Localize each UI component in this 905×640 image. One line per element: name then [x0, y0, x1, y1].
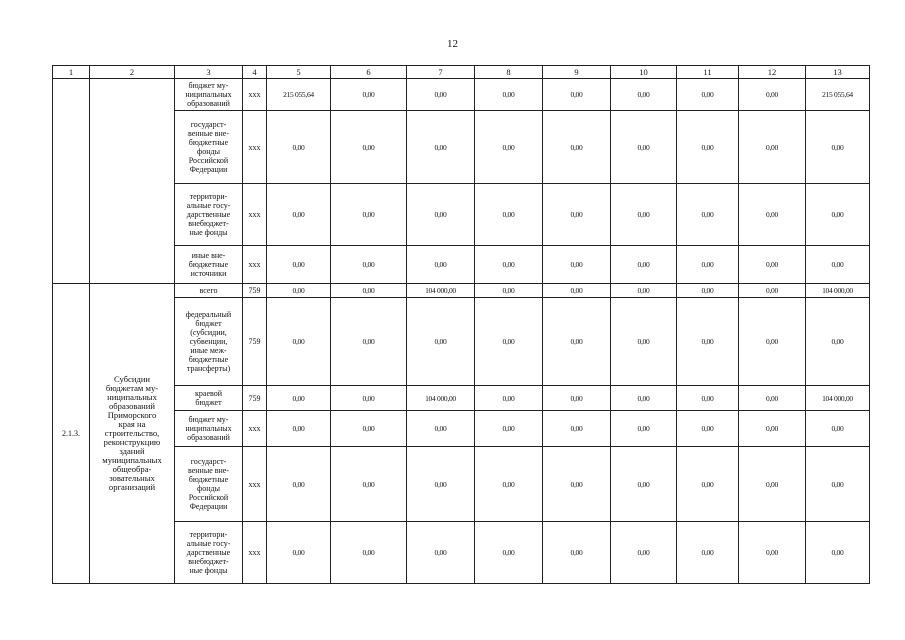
value-cell: 0,00 [611, 386, 677, 411]
value-cell: 0,00 [739, 298, 806, 386]
value-cell: 0,00 [475, 447, 543, 522]
column-header-9: 9 [543, 66, 611, 79]
funding-source-cell: всего [175, 284, 243, 298]
value-cell: 0,00 [331, 184, 407, 246]
value-cell: 0,00 [267, 284, 331, 298]
value-cell: 0,00 [611, 184, 677, 246]
value-cell: 104 000,00 [407, 284, 475, 298]
funding-source-cell: бюджет му- ниципальных образований [175, 411, 243, 447]
value-cell: 0,00 [407, 411, 475, 447]
column-header-10: 10 [611, 66, 677, 79]
value-cell: 0,00 [331, 386, 407, 411]
value-cell: 0,00 [475, 522, 543, 584]
value-cell: 0,00 [677, 447, 739, 522]
budget-code-cell: ххх [243, 184, 267, 246]
value-cell: 0,00 [407, 79, 475, 111]
table-row [53, 246, 870, 284]
column-header-6: 6 [331, 66, 407, 79]
value-cell: 0,00 [331, 246, 407, 284]
value-cell: 0,00 [677, 411, 739, 447]
value-cell: 0,00 [677, 298, 739, 386]
value-cell: 0,00 [543, 386, 611, 411]
value-cell: 0,00 [267, 298, 331, 386]
column-header-4: 4 [243, 66, 267, 79]
value-cell: 0,00 [543, 298, 611, 386]
value-cell: 0,00 [806, 447, 870, 522]
funding-source-cell: краевой бюджет [175, 386, 243, 411]
table-row [53, 298, 870, 386]
column-header-3: 3 [175, 66, 243, 79]
column-header-13: 13 [806, 66, 870, 79]
value-cell: 0,00 [677, 79, 739, 111]
funding-source-cell: бюджет му- ниципальных образований [175, 79, 243, 111]
value-cell: 0,00 [475, 184, 543, 246]
table-row [53, 111, 870, 184]
table-row [53, 411, 870, 447]
value-cell: 0,00 [407, 447, 475, 522]
value-cell: 0,00 [407, 522, 475, 584]
value-cell: 0,00 [611, 111, 677, 184]
value-cell: 0,00 [611, 79, 677, 111]
table-row [53, 386, 870, 411]
value-cell: 0,00 [543, 184, 611, 246]
value-cell: 0,00 [475, 111, 543, 184]
value-cell: 0,00 [677, 111, 739, 184]
value-cell: 104 000,00 [407, 386, 475, 411]
budget-code-cell: 759 [243, 284, 267, 298]
value-cell: 215 055,64 [806, 79, 870, 111]
value-cell: 0,00 [739, 111, 806, 184]
value-cell: 215 055,64 [267, 79, 331, 111]
value-cell: 0,00 [475, 298, 543, 386]
value-cell: 0,00 [407, 111, 475, 184]
row-name-cell [90, 79, 175, 284]
value-cell: 0,00 [407, 246, 475, 284]
column-header-2: 2 [90, 66, 175, 79]
value-cell: 0,00 [739, 522, 806, 584]
value-cell: 0,00 [267, 246, 331, 284]
value-cell: 0,00 [611, 298, 677, 386]
header-row [53, 66, 870, 79]
value-cell: 0,00 [611, 447, 677, 522]
value-cell: 0,00 [543, 411, 611, 447]
value-cell: 0,00 [475, 284, 543, 298]
value-cell: 0,00 [677, 386, 739, 411]
value-cell: 0,00 [267, 447, 331, 522]
value-cell: 104 000,00 [806, 284, 870, 298]
budget-code-cell: ххх [243, 111, 267, 184]
column-header-12: 12 [739, 66, 806, 79]
value-cell: 0,00 [475, 246, 543, 284]
value-cell: 0,00 [543, 79, 611, 111]
value-cell: 0,00 [331, 298, 407, 386]
funding-source-cell: государст- венные вне- бюджетные фонды Российской Федерации [175, 111, 243, 184]
value-cell: 0,00 [543, 111, 611, 184]
value-cell: 0,00 [267, 411, 331, 447]
value-cell: 0,00 [407, 184, 475, 246]
value-cell: 0,00 [806, 111, 870, 184]
budget-code-cell: 759 [243, 298, 267, 386]
page-number: 12 [447, 38, 458, 50]
value-cell: 0,00 [407, 298, 475, 386]
budget-code-cell: ххх [243, 411, 267, 447]
funding-source-cell: территори- альные госу- дарственные внебюджет- ные фонды [175, 184, 243, 246]
value-cell: 0,00 [611, 246, 677, 284]
value-cell: 0,00 [677, 522, 739, 584]
value-cell: 0,00 [267, 184, 331, 246]
value-cell: 0,00 [611, 411, 677, 447]
value-cell: 0,00 [806, 184, 870, 246]
value-cell: 0,00 [331, 111, 407, 184]
column-header-7: 7 [407, 66, 475, 79]
value-cell: 0,00 [739, 386, 806, 411]
value-cell: 0,00 [611, 522, 677, 584]
budget-table [52, 65, 870, 584]
value-cell: 0,00 [739, 184, 806, 246]
column-header-5: 5 [267, 66, 331, 79]
row-code-cell: 2.1.3. [53, 284, 90, 584]
budget-code-cell: ххх [243, 246, 267, 284]
value-cell: 0,00 [806, 298, 870, 386]
value-cell: 0,00 [543, 246, 611, 284]
budget-code-cell: ххх [243, 79, 267, 111]
budget-code-cell: ххх [243, 447, 267, 522]
table-row [53, 79, 870, 111]
column-header-8: 8 [475, 66, 543, 79]
value-cell: 0,00 [543, 447, 611, 522]
value-cell: 0,00 [739, 447, 806, 522]
value-cell: 0,00 [475, 411, 543, 447]
value-cell: 0,00 [331, 411, 407, 447]
column-header-1: 1 [53, 66, 90, 79]
table-row [53, 184, 870, 246]
value-cell: 0,00 [475, 386, 543, 411]
value-cell: 0,00 [739, 79, 806, 111]
value-cell: 0,00 [331, 284, 407, 298]
value-cell: 0,00 [806, 411, 870, 447]
value-cell: 0,00 [331, 79, 407, 111]
funding-source-cell: территори- альные госу- дарственные внебюджет- ные фонды [175, 522, 243, 584]
funding-source-cell: иные вне- бюджетные источники [175, 246, 243, 284]
value-cell: 104 000,00 [806, 386, 870, 411]
value-cell: 0,00 [677, 246, 739, 284]
budget-code-cell: 759 [243, 386, 267, 411]
value-cell: 0,00 [677, 184, 739, 246]
row-name-cell: Субсидии бюджетам му- ниципальных образований Приморского края на строительство, реконструкцию зданий муниципальных общеобра- зовательных организаций [90, 284, 175, 584]
table-row [53, 447, 870, 522]
value-cell: 0,00 [677, 284, 739, 298]
column-header-11: 11 [677, 66, 739, 79]
value-cell: 0,00 [543, 284, 611, 298]
value-cell: 0,00 [331, 522, 407, 584]
budget-code-cell: ххх [243, 522, 267, 584]
value-cell: 0,00 [543, 522, 611, 584]
value-cell: 0,00 [806, 246, 870, 284]
funding-source-cell: государст- венные вне- бюджетные фонды Российской Федерации [175, 447, 243, 522]
value-cell: 0,00 [267, 522, 331, 584]
table-row [53, 522, 870, 584]
table-row [53, 284, 870, 298]
value-cell: 0,00 [739, 246, 806, 284]
value-cell: 0,00 [331, 447, 407, 522]
value-cell: 0,00 [739, 284, 806, 298]
value-cell: 0,00 [267, 386, 331, 411]
value-cell: 0,00 [739, 411, 806, 447]
value-cell: 0,00 [611, 284, 677, 298]
row-code-cell [53, 79, 90, 284]
value-cell: 0,00 [806, 522, 870, 584]
funding-source-cell: федеральный бюджет (субсидии, субвенции, иные меж- бюджетные трансферты) [175, 298, 243, 386]
value-cell: 0,00 [267, 111, 331, 184]
value-cell: 0,00 [475, 79, 543, 111]
